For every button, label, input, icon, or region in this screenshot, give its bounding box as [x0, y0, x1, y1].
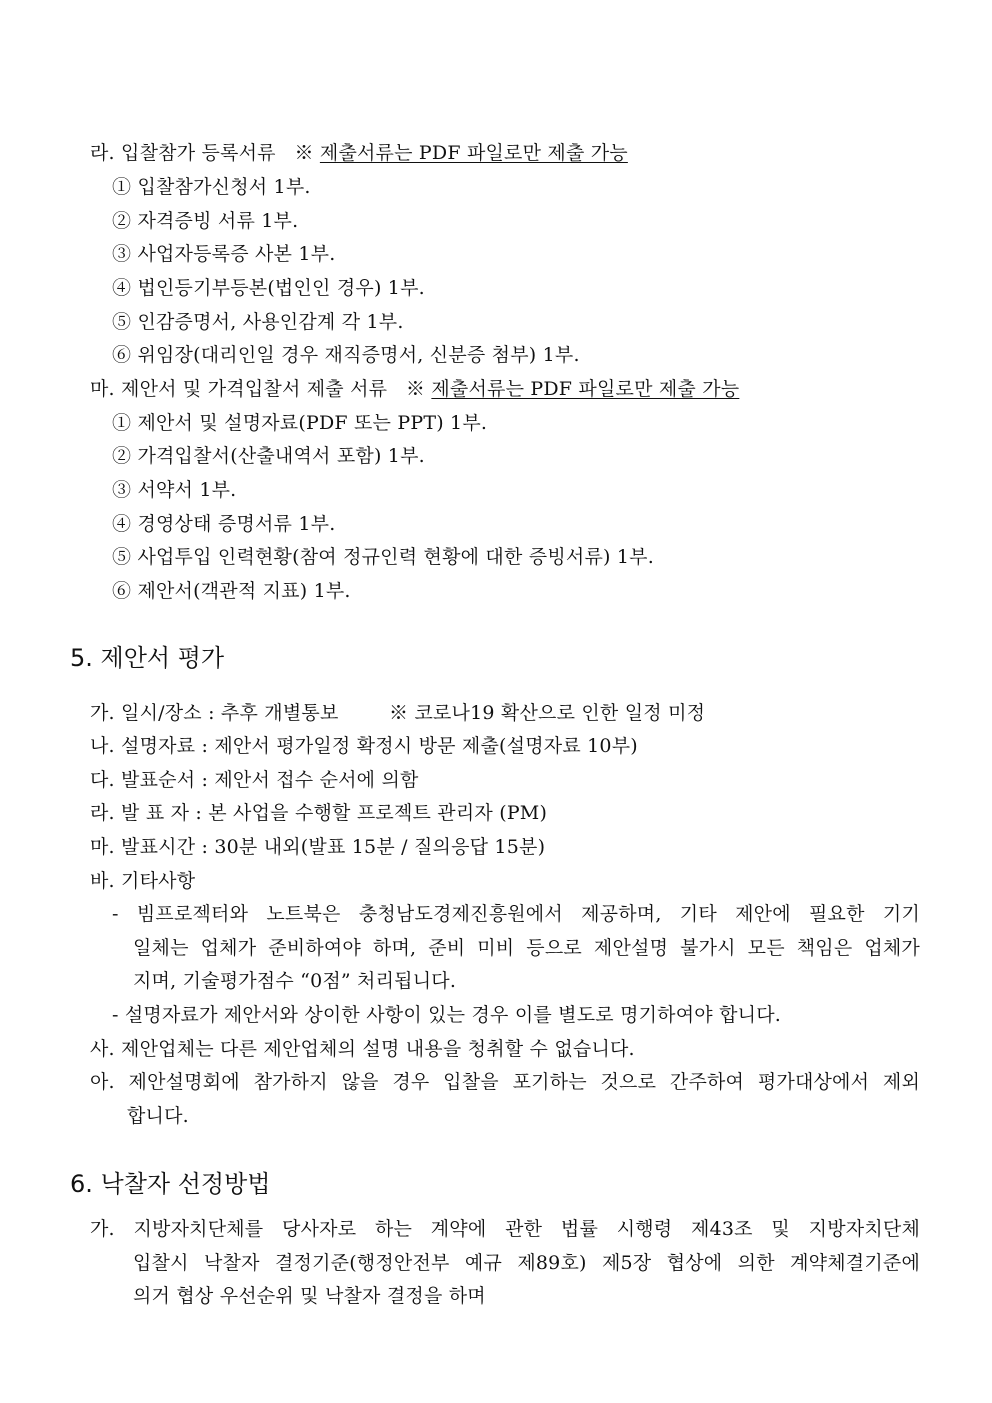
section-6-ga-line-2: 입찰시 낙찰자 결정기준(행정안전부 예규 제89호) 제5장 협상에 의한 계약체결기준에	[133, 1252, 920, 1274]
section-ra-item: ① 입찰참가신청서 1부.	[112, 176, 311, 198]
section-6-ga-line-3: 의거 협상 우선순위 및 낙찰자 결정을 하며	[133, 1285, 486, 1307]
section-5-ba-item-1-line-1: - 빔프로젝터와 노트북은 충청남도경제진흥원에서 제공하며, 기타 제안에 필요한 기기	[112, 903, 920, 925]
section-5-heading: 5. 제안서 평가	[70, 644, 225, 672]
section-5-ba-item-1-line-3: 지며, 기술평가점수 “0점” 처리됩니다.	[133, 970, 457, 992]
section-ra-item: ② 자격증빙 서류 1부.	[112, 210, 299, 232]
section-5-ba-item-2: - 설명자료가 제안서와 상이한 사항이 있는 경우 이를 별도로 명기하여야 합니다.	[112, 1004, 781, 1026]
section-5-ga	[90, 700, 705, 726]
section-ma-note: 제출서류는 PDF 파일로만 제출 가능	[431, 378, 740, 400]
section-ra-item: ⑥ 위임장(대리인일 경우 재직증명서, 신분증 첨부) 1부.	[112, 344, 580, 366]
section-6-heading: 6. 낙찰자 선정방법	[70, 1170, 271, 1198]
section-6-ga-line-1: 가. 지방자치단체를 당사자로 하는 계약에 관한 법률 시행령 제43조 및 지방자치단체	[90, 1218, 920, 1240]
section-ma-item: ③ 서약서 1부.	[112, 479, 237, 501]
section-5-ma: 마. 발표시간 : 30분 내외(발표 15분 / 질의응답 15분)	[90, 836, 546, 858]
section-ra-item: ③ 사업자등록증 사본 1부.	[112, 243, 336, 265]
section-ma-title-line	[90, 376, 739, 402]
section-5-a-line-1: 아. 제안설명회에 참가하지 않을 경우 입찰을 포기하는 것으로 간주하여 평가대상에서 제외	[90, 1071, 920, 1093]
section-ma-title: 마. 제안서 및 가격입찰서 제출 서류	[90, 378, 388, 400]
section-ra-item: ⑤ 인감증명서, 사용인감계 각 1부.	[112, 311, 404, 333]
section-ma-item: ⑤ 사업투입 인력현황(참여 정규인력 현황에 대한 증빙서류) 1부.	[112, 546, 654, 568]
section-5-ga-note: ※ 코로나19 확산으로 인한 일정 미정	[389, 702, 706, 724]
section-5-ba: 바. 기타사항	[90, 870, 196, 892]
section-ma-item: ⑥ 제안서(객관적 지표) 1부.	[112, 580, 351, 602]
section-5-a-line-2: 합니다.	[127, 1105, 189, 1127]
section-ma-item: ② 가격입찰서(산출내역서 포함) 1부.	[112, 445, 425, 467]
section-5-ga-text: 가. 일시/장소 : 추후 개별통보	[90, 702, 339, 724]
section-ra-note: 제출서류는 PDF 파일로만 제출 가능	[319, 142, 628, 164]
section-5-ra: 라. 발 표 자 : 본 사업을 수행할 프로젝트 관리자 (PM)	[90, 802, 548, 824]
reference-mark-icon: ※	[294, 142, 314, 164]
section-ra-title: 라. 입찰참가 등록서류	[90, 142, 276, 164]
section-ra-item: ④ 법인등기부등본(법인인 경우) 1부.	[112, 277, 425, 299]
section-5-ba-item-1-line-2: 일체는 업체가 준비하여야 하며, 준비 미비 등으로 제안설명 불가시 모든 책임은 업체가	[133, 937, 920, 959]
section-ma-item: ① 제안서 및 설명자료(PDF 또는 PPT) 1부.	[112, 412, 488, 434]
reference-mark-icon: ※	[405, 378, 426, 400]
section-5-na: 나. 설명자료 : 제안서 평가일정 확정시 방문 제출(설명자료 10부)	[90, 735, 638, 757]
section-5-da: 다. 발표순서 : 제안서 접수 순서에 의함	[90, 769, 419, 791]
section-ma-item: ④ 경영상태 증명서류 1부.	[112, 513, 336, 535]
section-5-sa: 사. 제안업체는 다른 제안업체의 설명 내용을 청취할 수 없습니다.	[90, 1038, 635, 1060]
section-ra-title-line	[90, 140, 628, 166]
